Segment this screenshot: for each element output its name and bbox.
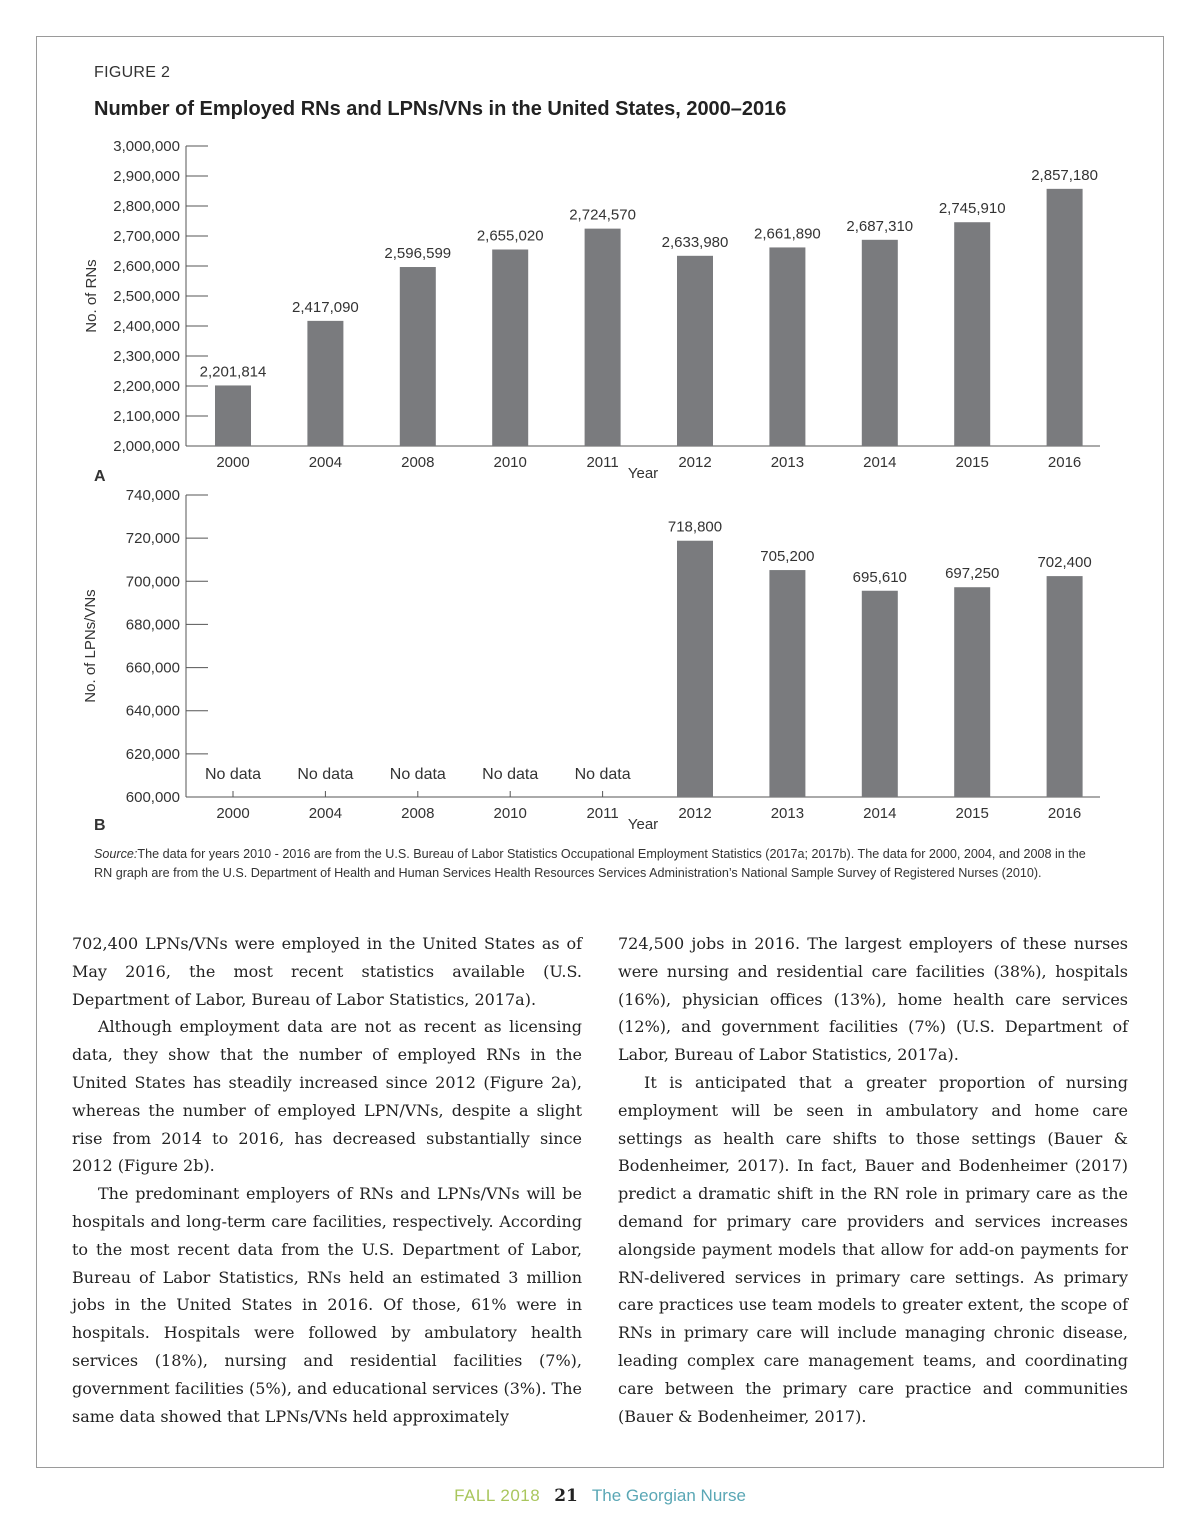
bar bbox=[862, 591, 898, 797]
data-label: 2,417,090 bbox=[292, 298, 359, 316]
data-label: 2,724,570 bbox=[569, 206, 636, 224]
data-label: 2,857,180 bbox=[1031, 166, 1098, 184]
bar bbox=[769, 570, 805, 797]
data-label: 2,596,599 bbox=[384, 245, 452, 263]
y-tick-label: 600,000 bbox=[125, 789, 180, 806]
y-tick-label: 3,000,000 bbox=[113, 138, 180, 155]
y-tick-label: 2,800,000 bbox=[113, 198, 180, 215]
data-label: 2,661,890 bbox=[754, 225, 821, 243]
bar bbox=[862, 240, 898, 446]
y-tick-label: 2,600,000 bbox=[113, 258, 180, 275]
y-axis-title: No. of RNs bbox=[83, 259, 100, 333]
page-number: 21 bbox=[554, 1486, 578, 1506]
source-text: The data for years 2010 - 2016 are from the U.S. Bureau of Labor Statistics Occupational Employment Statistics (2017a; 2017b). The data for 2000, 2004, and 2008 in the RN graph are from the U.S. Department of Health and Human Services Health Resources Services Administration’s National Sample Survey of Registered Nurses (2010). bbox=[94, 847, 1086, 880]
bar bbox=[954, 587, 990, 797]
source-label: Source: bbox=[94, 847, 138, 861]
body-column-right bbox=[618, 930, 1128, 1430]
paragraph: 702,400 LPNs/VNs were employed in the United States as of May 2016, the most recent statistics available (U.S. Department of Labor, Bureau of Labor Statistics, 2017a). bbox=[72, 934, 582, 1009]
x-tick-label: 2015 bbox=[955, 454, 989, 471]
no-data-label: No data bbox=[574, 766, 631, 783]
x-tick-label: 2014 bbox=[863, 454, 897, 471]
figure-label: FIGURE 2 bbox=[94, 64, 171, 81]
data-label: 2,633,980 bbox=[661, 233, 729, 251]
bar bbox=[677, 256, 713, 446]
footer-season: FALL 2018 bbox=[454, 1486, 541, 1505]
x-tick-label: 2008 bbox=[401, 454, 435, 471]
y-tick-label: 620,000 bbox=[125, 745, 180, 763]
x-tick-label: 2015 bbox=[955, 805, 989, 822]
x-tick-label: 2010 bbox=[493, 805, 527, 822]
data-label: 718,800 bbox=[667, 518, 723, 536]
y-tick-label: 700,000 bbox=[125, 573, 180, 591]
y-tick-label: 740,000 bbox=[125, 487, 180, 504]
no-data-label: No data bbox=[482, 766, 539, 783]
x-tick-label: 2011 bbox=[586, 805, 619, 822]
y-tick-label: 2,300,000 bbox=[113, 348, 180, 365]
y-tick-label: 660,000 bbox=[125, 659, 180, 677]
x-tick-label: 2004 bbox=[308, 805, 343, 822]
paragraph: It is anticipated that a greater proportion of nursing employment will be seen in ambulatory and home care settings as health care shifts to those settings (Bauer & Bodenheimer, 2017). In fact, Bauer and Bodenheimer (2017) predict a dramatic shift in the RN role in primary care as the demand for primary care providers and services increases alongside payment models that allow for add-on payments for RN-delivered services in primary care settings. As primary care practices use team models to greater extent, the scope of RNs in primary care will include managing chronic disease, leading complex care management teams, and coordinating care between the primary care practice and communities (Bauer & Bodenheimer, 2017). bbox=[618, 1072, 1128, 1426]
x-tick-label: 2000 bbox=[216, 805, 250, 822]
bar bbox=[492, 249, 528, 446]
bar bbox=[954, 222, 990, 446]
y-tick-label: 680,000 bbox=[125, 616, 180, 634]
y-tick-label: 2,900,000 bbox=[113, 168, 180, 185]
data-label: 695,610 bbox=[852, 568, 907, 586]
y-axis-title: No. of LPNs/VNs bbox=[82, 589, 99, 703]
y-tick-label: 2,400,000 bbox=[113, 318, 180, 335]
y-tick-label: 2,000,000 bbox=[113, 438, 180, 455]
x-tick-label: 2008 bbox=[401, 805, 435, 822]
bar bbox=[1047, 189, 1083, 446]
data-label: 2,655,020 bbox=[476, 227, 544, 245]
x-tick-label: 2012 bbox=[678, 805, 712, 822]
y-tick-label: 2,100,000 bbox=[113, 408, 180, 425]
panel-label: A bbox=[94, 468, 106, 485]
paragraph: The predominant employers of RNs and LPNs/VNs will be hospitals and long-term care facilities, respectively. According to the most recent data from the U.S. Department of Labor, Bureau of Labor Statistics, RNs held an estimated 3 million jobs in the United States in 2016. Of those, 61% were in hospitals. Hospitals were followed by ambulatory health services (18%), nursing and residential facilities (7%), government facilities (5%), and educational services (3%). The same data showed that LPNs/VNs held approximately bbox=[72, 1184, 582, 1426]
x-tick-label: 2014 bbox=[863, 805, 897, 822]
page-footer bbox=[0, 1486, 1200, 1506]
data-label: 705,200 bbox=[760, 548, 815, 566]
figure-title: Number of Employed RNs and LPNs/VNs in the United States, 2000–2016 bbox=[94, 98, 787, 120]
bar bbox=[585, 229, 621, 446]
x-tick-label: 2011 bbox=[586, 454, 619, 471]
x-tick-label: 2016 bbox=[1047, 454, 1082, 471]
figure-source bbox=[94, 845, 1104, 883]
x-tick-label: 2010 bbox=[493, 454, 527, 471]
y-tick-label: 2,700,000 bbox=[113, 228, 180, 245]
panel-label: B bbox=[94, 817, 106, 834]
bar bbox=[307, 321, 343, 446]
no-data-label: No data bbox=[204, 766, 262, 783]
y-tick-label: 2,500,000 bbox=[113, 288, 180, 305]
x-tick-label: 2013 bbox=[770, 454, 805, 471]
x-axis-title: Year bbox=[627, 465, 659, 482]
y-tick-label: 720,000 bbox=[125, 530, 180, 548]
data-label: 2,745,910 bbox=[938, 200, 1006, 218]
no-data-label: No data bbox=[389, 766, 446, 783]
x-tick-label: 2000 bbox=[216, 454, 250, 471]
x-axis-title: Year bbox=[627, 816, 659, 833]
x-tick-label: 2012 bbox=[678, 454, 712, 471]
paragraph: 724,500 jobs in 2016. The largest employers of these nurses were nursing and residential care facilities (38%), hospitals (16%), physician offices (13%), home health care services (12%), and government facilities (7%) (U.S. Department of Labor, Bureau of Labor Statistics, 2017a). bbox=[618, 934, 1128, 1065]
no-data-label: No data bbox=[297, 766, 354, 783]
data-label: 2,201,814 bbox=[199, 363, 267, 381]
y-tick-label: 640,000 bbox=[125, 702, 180, 720]
data-label: 702,400 bbox=[1037, 554, 1092, 572]
bar bbox=[677, 541, 713, 797]
x-tick-label: 2016 bbox=[1047, 805, 1082, 822]
y-tick-label: 2,200,000 bbox=[113, 378, 180, 395]
x-tick-label: 2013 bbox=[770, 805, 805, 822]
paragraph: Although employment data are not as recent as licensing data, they show that the number of employed RNs in the United States has steadily increased since 2012 (Figure 2a), whereas the number of employed LPN/VNs, despite a slight rise from 2014 to 2016, has decreased substantially since 2012 (Figure 2b). bbox=[72, 1017, 582, 1176]
magazine-name: The Georgian Nurse bbox=[591, 1486, 746, 1505]
bar bbox=[769, 247, 805, 446]
body-column-left bbox=[72, 930, 582, 1430]
x-tick-label: 2004 bbox=[308, 454, 343, 471]
bar bbox=[1047, 576, 1083, 797]
data-label: 697,250 bbox=[945, 565, 1000, 583]
bar bbox=[400, 267, 436, 446]
data-label: 2,687,310 bbox=[846, 217, 914, 235]
bar bbox=[215, 385, 251, 446]
